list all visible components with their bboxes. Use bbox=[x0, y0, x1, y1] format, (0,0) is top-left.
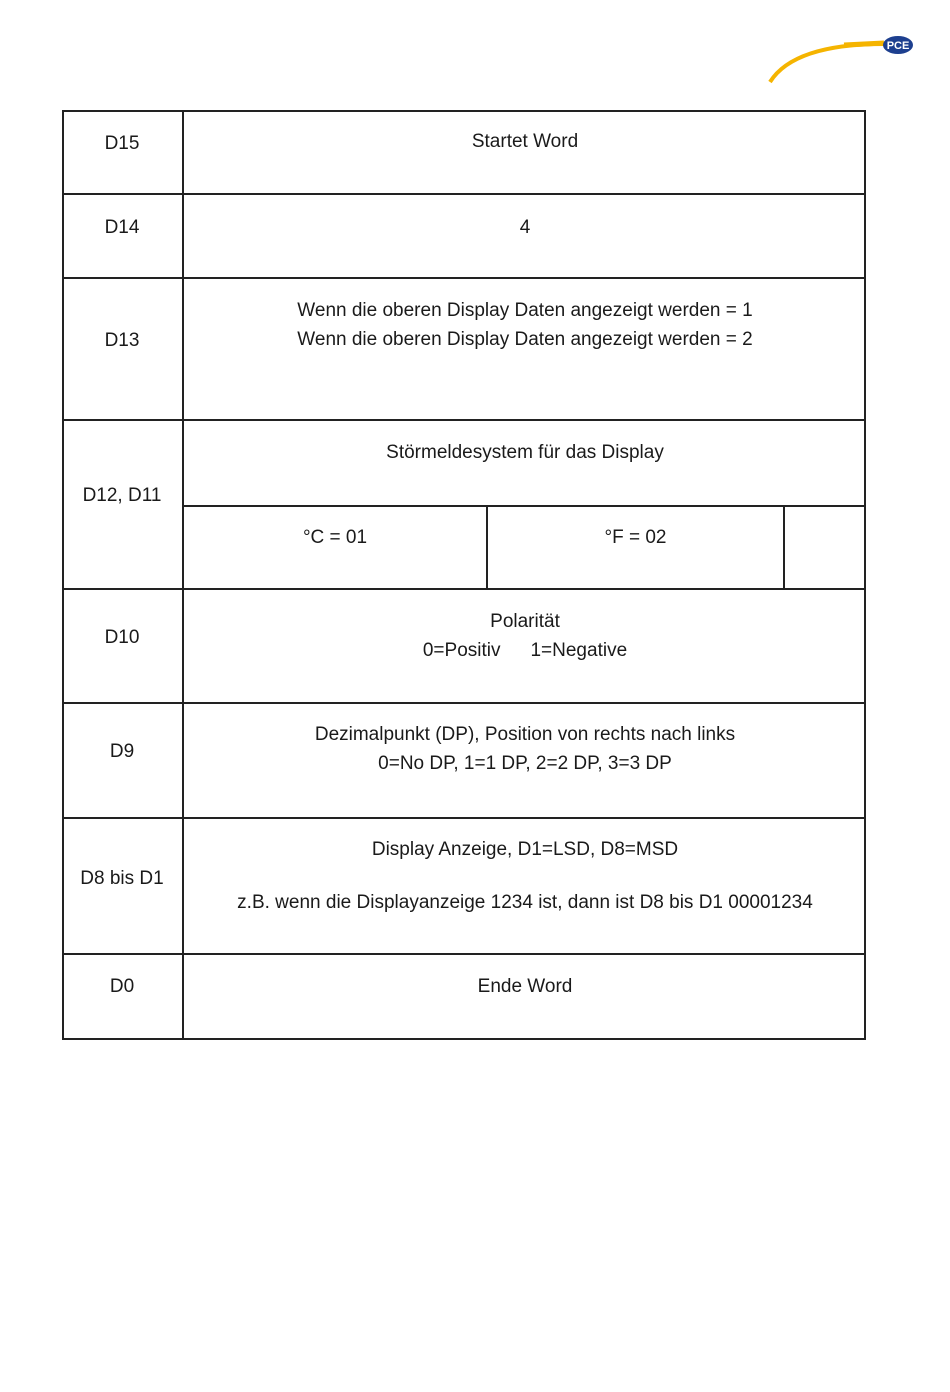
table-row-label: D10 bbox=[104, 626, 140, 648]
logo-text: PCE bbox=[886, 40, 910, 52]
table-row-content: Polarität 0=Positiv 1=Negative bbox=[422, 611, 628, 661]
table-subcell: °C = 01 bbox=[302, 527, 368, 548]
table-row-label: D9 bbox=[109, 740, 135, 762]
table-row-label: D13 bbox=[104, 329, 140, 351]
table-row-label: D14 bbox=[104, 216, 140, 238]
table-row-content: Wenn die oberen Display Daten angezeigt werden = 1 Wenn die oberen Display Daten angezeigt werden = 2 bbox=[297, 300, 753, 350]
table-row-content: Dezimalpunkt (DP), Position von rechts nach links 0=No DP, 1=1 DP, 2=2 DP, 3=3 DP bbox=[314, 724, 736, 774]
logo-swoosh bbox=[770, 44, 884, 82]
table-row-label: D0 bbox=[109, 975, 135, 997]
protocol-table bbox=[62, 110, 866, 1040]
table-row-content: Störmeldesystem für das Display bbox=[386, 442, 664, 463]
table-row-content: Ende Word bbox=[477, 976, 573, 997]
table-row-label: D12, D11 bbox=[82, 484, 162, 506]
table-row-label: D15 bbox=[104, 132, 140, 154]
table-row-content: Display Anzeige, D1=LSD, D8=MSD z.B. wenn die Displayanzeige 1234 ist, dann ist D8 bis D1 00001234 bbox=[237, 839, 813, 913]
table-subcell: °F = 02 bbox=[604, 527, 667, 548]
table-row-label: D8 bis D1 bbox=[80, 867, 164, 889]
table-row-content: Startet Word bbox=[471, 131, 579, 152]
table-row-content: 4 bbox=[519, 217, 531, 238]
pce-logo bbox=[764, 30, 924, 90]
